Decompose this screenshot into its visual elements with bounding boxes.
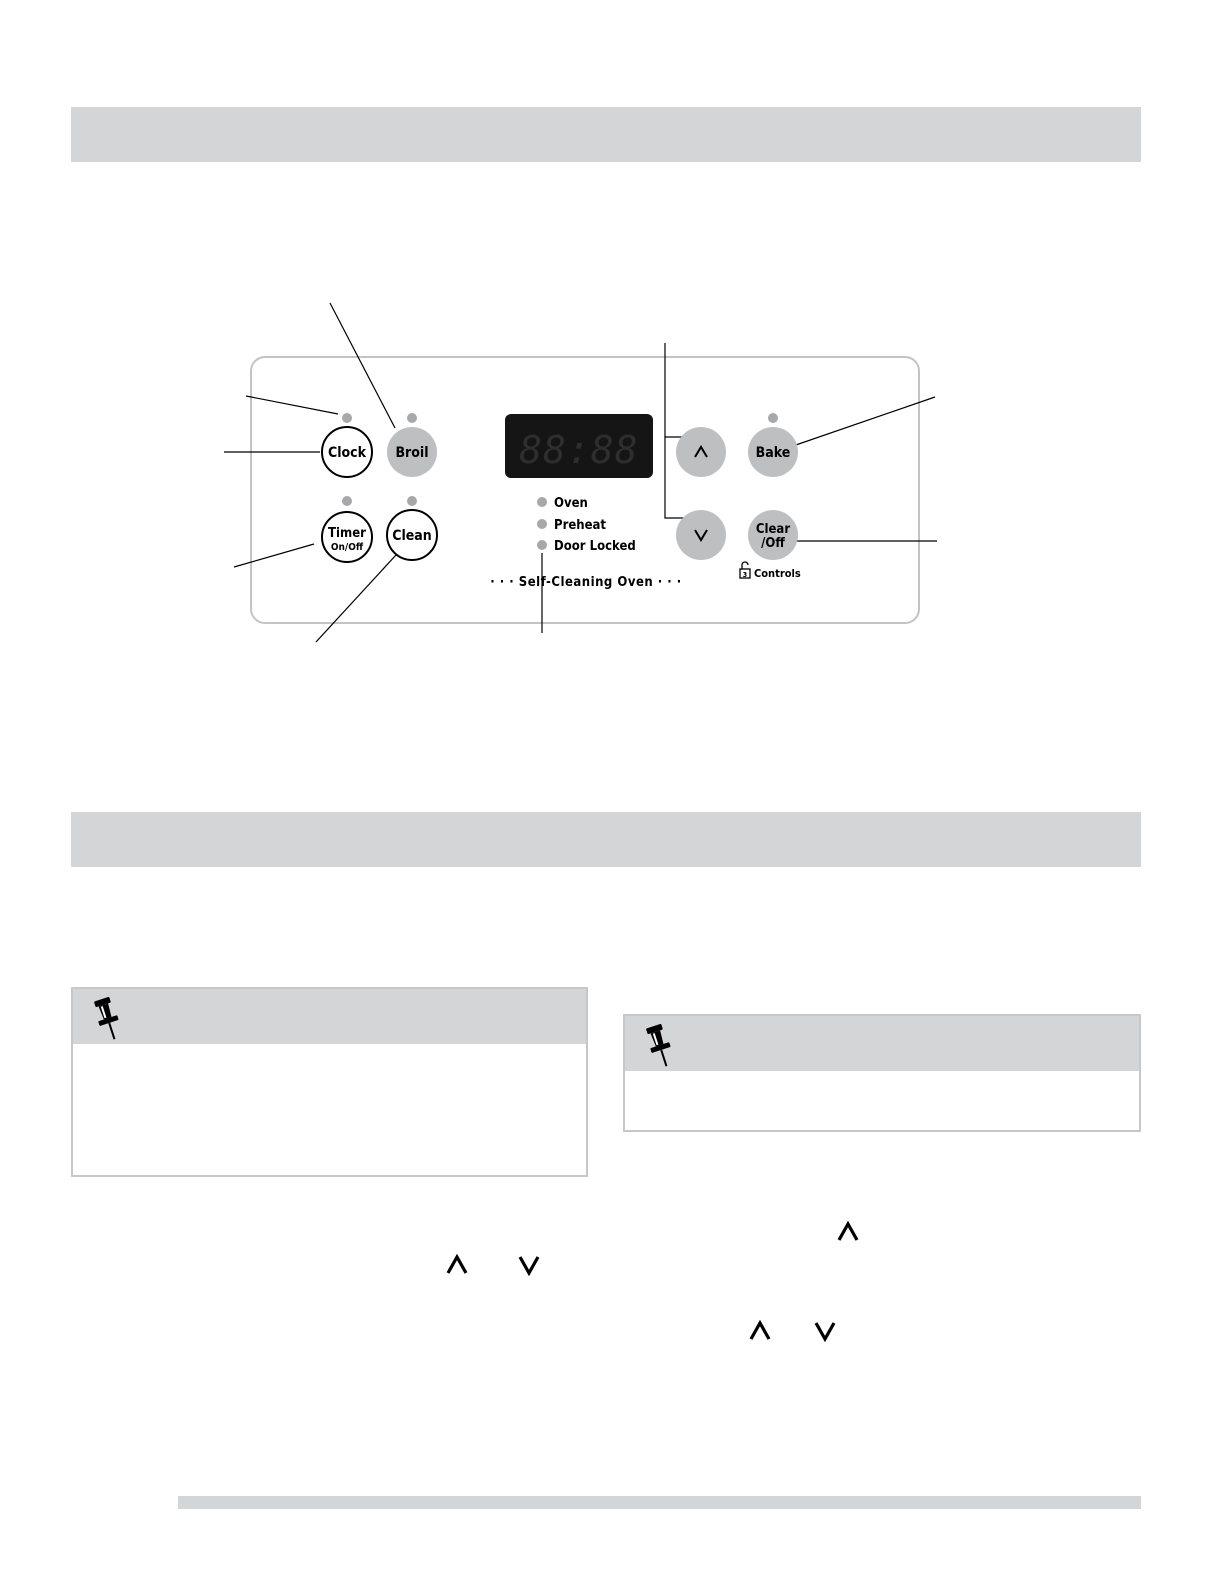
- note-box-right-header: [625, 1016, 1139, 1071]
- clock-button-label: Clock: [327, 445, 367, 461]
- clock-indicator-light: [342, 413, 352, 423]
- up-arrow-button[interactable]: [676, 427, 726, 477]
- control-panel-diagram: [0, 0, 1225, 700]
- up-arrow-icon: [836, 1221, 860, 1243]
- indicator-label-oven: Oven: [554, 496, 588, 511]
- footer-bar: [178, 1496, 1141, 1509]
- clean-button[interactable]: [387, 510, 437, 560]
- indicator-label-preheat: Preheat: [554, 518, 607, 533]
- broil-indicator-light: [407, 413, 417, 423]
- broil-button-label: Broil: [395, 445, 429, 461]
- clean-button-label: Clean: [392, 528, 432, 544]
- oven-indicator-light: [537, 497, 547, 507]
- clock-button[interactable]: [322, 427, 372, 477]
- preheat-indicator-light: [537, 519, 547, 529]
- up-arrow-icon: [445, 1254, 469, 1276]
- lock-controls-label: Controls: [754, 567, 801, 580]
- bake-button-label: Bake: [755, 445, 791, 461]
- bake-indicator-light: [768, 413, 778, 423]
- display-digits: 88:88: [519, 428, 639, 472]
- down-arrow-icon: [517, 1254, 541, 1276]
- pushpin-icon: [640, 1021, 680, 1071]
- timer-button-label: Timer: [328, 526, 366, 541]
- svg-text:3: 3: [742, 571, 748, 579]
- timer-indicator-light: [342, 496, 352, 506]
- timer-button-sublabel: On/Off: [330, 542, 364, 553]
- indicator-label-door-locked: Door Locked: [554, 539, 636, 554]
- note-box-left: [71, 987, 588, 1177]
- clear-off-button-label-line2: /Off: [761, 536, 785, 551]
- note-box-left-header: [73, 989, 586, 1044]
- timer-button[interactable]: [322, 512, 372, 562]
- down-arrow-icon: [813, 1320, 837, 1342]
- digital-display: [505, 414, 653, 478]
- clean-indicator-light: [407, 496, 417, 506]
- clear-off-button[interactable]: [748, 510, 798, 560]
- broil-button[interactable]: [387, 427, 437, 477]
- up-arrow-icon: [748, 1320, 772, 1342]
- clear-off-button-label-line1: Clear: [755, 522, 791, 537]
- section-header-bar-middle: [71, 812, 1141, 867]
- panel-footer-text: · · · Self-Cleaning Oven · · ·: [490, 575, 682, 590]
- door-locked-indicator-light: [537, 540, 547, 550]
- note-box-right: [623, 1014, 1141, 1132]
- pushpin-icon: [88, 994, 128, 1044]
- down-arrow-button[interactable]: [676, 510, 726, 560]
- bake-button[interactable]: [748, 427, 798, 477]
